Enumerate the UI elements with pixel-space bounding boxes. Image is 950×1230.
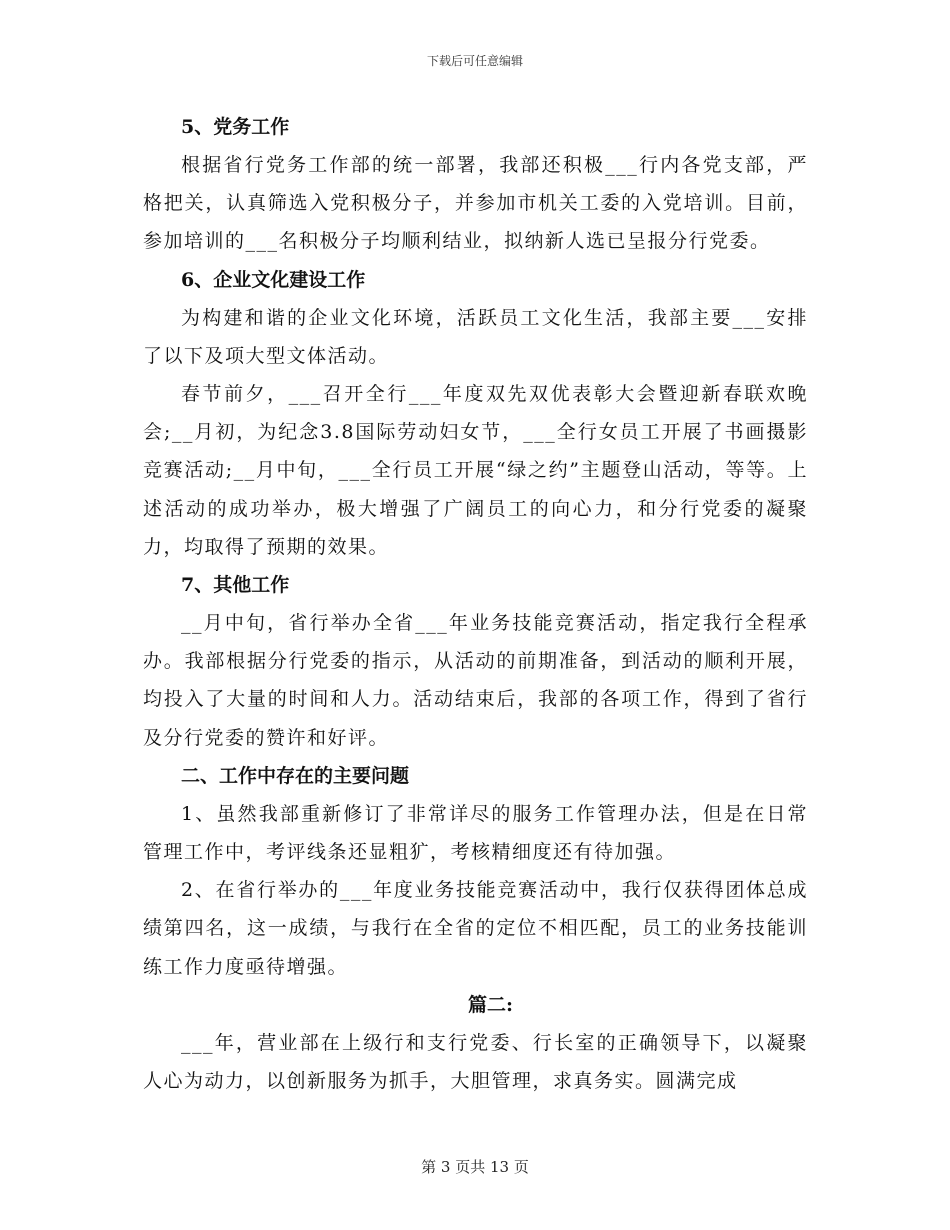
section-title: 篇二: bbox=[467, 993, 513, 1016]
paragraph-culture-activities: 春节前夕，___召开全行___年度双先双优表彰大会暨迎新春联欢晚会;__月初，为纪念3.8国际劳动妇女节，___全行女员工开展了书画摄影竞赛活动;__月中旬，___全行员工开展“绿之约”主题登山活动，等等。上述活动的成功举办，极大增强了广阔员工的向心力，和分行党委的凝聚力，均取得了预期的效果。 bbox=[143, 383, 808, 558]
page-header-note: 下载后可任意编辑 bbox=[426, 54, 523, 68]
paragraph-problem-1: 1、虽然我部重新修订了非常详尽的服务工作管理办法，但是在日常管理工作中，考评线条还显粗犷，考核精细度还有待加强。 bbox=[143, 802, 808, 864]
heading-main-problems: 二、工作中存在的主要问题 bbox=[181, 764, 410, 787]
paragraph-section-two-intro: ___年，营业部在上级行和支行党委、行长室的正确领导下，以凝聚人心为动力，以创新服务为抓手，大胆管理，求真务实。圆满完成 bbox=[143, 1031, 808, 1093]
paragraph-culture-intro: 为构建和谐的企业文化环境，活跃员工文化生活，我部主要___安排了以下及项大型文体活动。 bbox=[143, 306, 808, 367]
heading-other-work: 7、其他工作 bbox=[181, 574, 290, 597]
document-body bbox=[143, 108, 808, 1100]
paragraph-party-work: 根据省行党务工作部的统一部署，我部还积极___行内各党支部，严格把关，认真筛选入党积极分子，并参加市机关工委的入党培训。目前，参加培训的___名积极分子均顺利结业，拟纳新人选已呈报分行党委。 bbox=[143, 154, 808, 253]
heading-corporate-culture: 6、企业文化建设工作 bbox=[181, 268, 366, 291]
page-number-footer: 第 3 页共 13 页 bbox=[421, 1158, 529, 1176]
heading-party-work: 5、党务工作 bbox=[181, 116, 290, 138]
paragraph-other-work: __月中旬，省行举办全省___年业务技能竞赛活动，指定我行全程承办。我部根据分行党委的指示，从活动的前期准备，到活动的顺利开展，均投入了大量的时间和人力。活动结束后，我部的各项工作，得到了省行及分行党委的赞许和好评。 bbox=[143, 612, 808, 749]
paragraph-problem-2: 2、在省行举办的___年度业务技能竞赛活动中，我行仅获得团体总成绩第四名，这一成绩，与我行在全省的定位不相匹配，员工的业务技能训练工作力度亟待增强。 bbox=[143, 879, 808, 978]
